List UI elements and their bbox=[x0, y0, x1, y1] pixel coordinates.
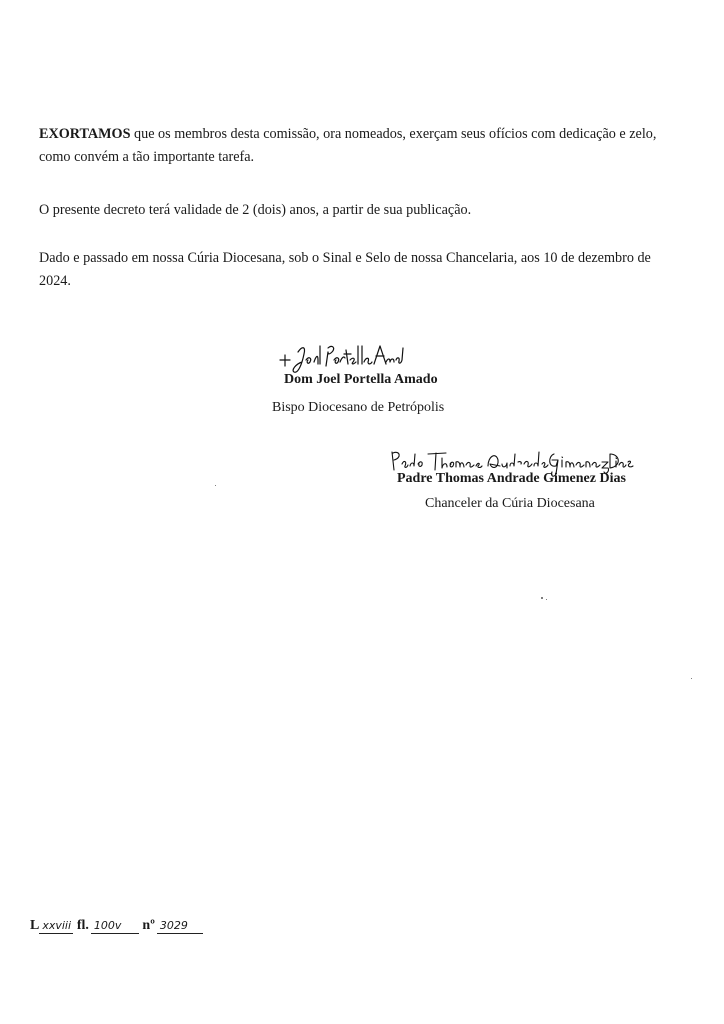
chancellor-name: Padre Thomas Andrade Gimenez Dias bbox=[397, 471, 626, 486]
book-volume-handwritten: xxviii bbox=[39, 919, 73, 934]
scan-speck bbox=[546, 599, 547, 600]
bishop-name: Dom Joel Portella Amado bbox=[284, 372, 438, 387]
scan-speck bbox=[541, 597, 543, 599]
validity-paragraph: O presente decreto terá validade de 2 (dois) anos, a partir de sua publicação. bbox=[39, 202, 472, 218]
exhortation-keyword: EXORTAMOS bbox=[39, 126, 131, 142]
number-value-handwritten: 3029 bbox=[157, 919, 203, 934]
book-label: L bbox=[30, 918, 40, 933]
exhortation-paragraph bbox=[39, 123, 669, 169]
scan-speck bbox=[215, 485, 216, 486]
folio-label: fl. bbox=[76, 918, 89, 933]
chancellor-title: Chanceler da Cúria Diocesana bbox=[425, 496, 595, 511]
given-paragraph: Dado e passado em nossa Cúria Diocesana, sob o Sinal e Selo de nossa Chancelaria, aos 10 de dezembro de 2024. bbox=[39, 250, 651, 289]
number-label: nº bbox=[142, 918, 155, 933]
registry-reference bbox=[30, 916, 203, 936]
folio-value-handwritten: 100v bbox=[91, 919, 139, 934]
exhortation-text: que os membros desta comissão, ora nomeados, exerçam seus ofícios com dedicação e zelo, como convém a tão importante tarefa. bbox=[39, 126, 657, 165]
bishop-title: Bispo Diocesano de Petrópolis bbox=[272, 400, 445, 415]
scan-speck bbox=[691, 678, 692, 679]
